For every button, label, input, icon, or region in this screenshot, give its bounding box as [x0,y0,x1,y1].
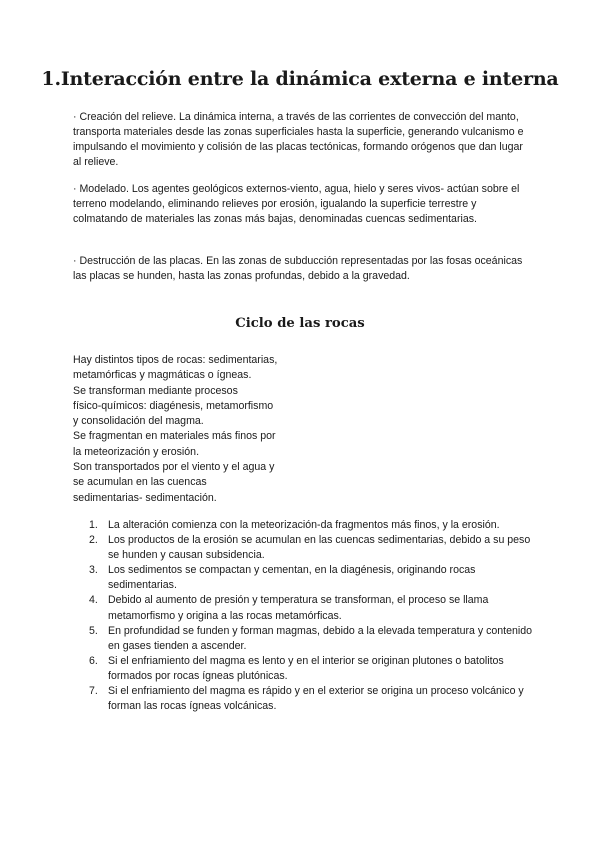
intro-line: sedimentarias- sedimentación. [73,491,217,504]
list-item-number: 5. [89,624,98,637]
intro-line: Hay distintos tipos de rocas: sedimentarias, [73,354,278,366]
list-item [73,684,533,714]
list-item-number: 4. [89,594,98,607]
list-item-text: Los productos de la erosión se acumulan en las cuencas sedimentarias, debido a su peso se hunden y causan subsidencia. [108,534,531,562]
paragraph-plate-destruction: · Destrucción de las placas. En las zonas de subducción representadas por las fosas oceánicas las placas se hunden, hasta las zonas profundas, debido a la gravedad. [73,255,523,283]
intro-line: la meteorización y erosión. [73,445,200,458]
intro-line: y consolidación del magma. [73,415,204,428]
section-title-rock-cycle: Ciclo de las rocas [235,316,365,331]
list-item-text: La alteración comienza con la meteorización-da fragmentos más finos, y la erosión. [108,519,500,531]
list-item [73,624,533,654]
list-item-text: Debido al aumento de presión y temperatura se transforman, el proceso se llama metamorfismo y origina a las rocas metamórficas. [108,594,489,622]
intro-line: Son transportados por el viento y el agua y [73,461,275,474]
paragraph-modeling: · Modelado. Los agentes geológicos externos-viento, agua, hielo y seres vivos- actúan sobre el terreno modelando, eliminando relieves por erosión, igualando la superficie terrestre y colmatando de materiales las zonas más bajas, denominadas cuencas sedimentarias. [73,183,520,226]
intro-line: Se transforman mediante procesos [73,384,238,397]
list-item-text: En profundidad se funden y forman magmas, debido a la elevada temperatura y contenido en gases tienden a ascender. [108,624,533,652]
intro-line: Se fragmentan en materiales más finos por [73,430,276,443]
list-item [73,563,533,593]
list-item [73,518,533,533]
list-item-text: Los sedimentos se compactan y cementan, en la diagénesis, originando rocas sedimentarias. [108,564,476,592]
intro-line: físico-químicos: diagénesis, metamorfismo [73,399,274,412]
rock-cycle-intro [73,353,323,506]
list-item-number: 2. [89,534,98,547]
list-item [73,654,533,684]
list-item-text: Si el enfriamiento del magma es rápido y en el exterior se origina un proceso volcánico y forman las rocas ígneas volcánicas. [108,685,524,713]
rock-cycle-steps-list [73,518,533,714]
list-item-number: 6. [89,654,98,667]
intro-line: metamórficas y magmáticas o ígneas. [73,369,252,382]
list-item-number: 3. [89,564,98,577]
paragraph-relief-creation: · Creación del relieve. La dinámica interna, a través de las corrientes de convección del manto, transporta materiales desde las zonas superficiales hasta la superficie, generando vulcanismo e impulsando el movimiento y colisión de las placas tectónicas, formando orógenos que dan lugar al relieve. [73,111,524,169]
list-item-text: Si el enfriamiento del magma es lento y en el interior se originan plutones o batolitos formados por rocas ígneas plutónicas. [108,654,504,682]
list-item-number: 1. [89,519,98,531]
list-item [73,533,533,563]
list-item-number: 7. [89,685,98,698]
list-item [73,593,533,623]
section-title-interaction: 1.Interacción entre la dinámica externa e interna [41,68,559,90]
intro-line: se acumulan en las cuencas [73,476,207,489]
